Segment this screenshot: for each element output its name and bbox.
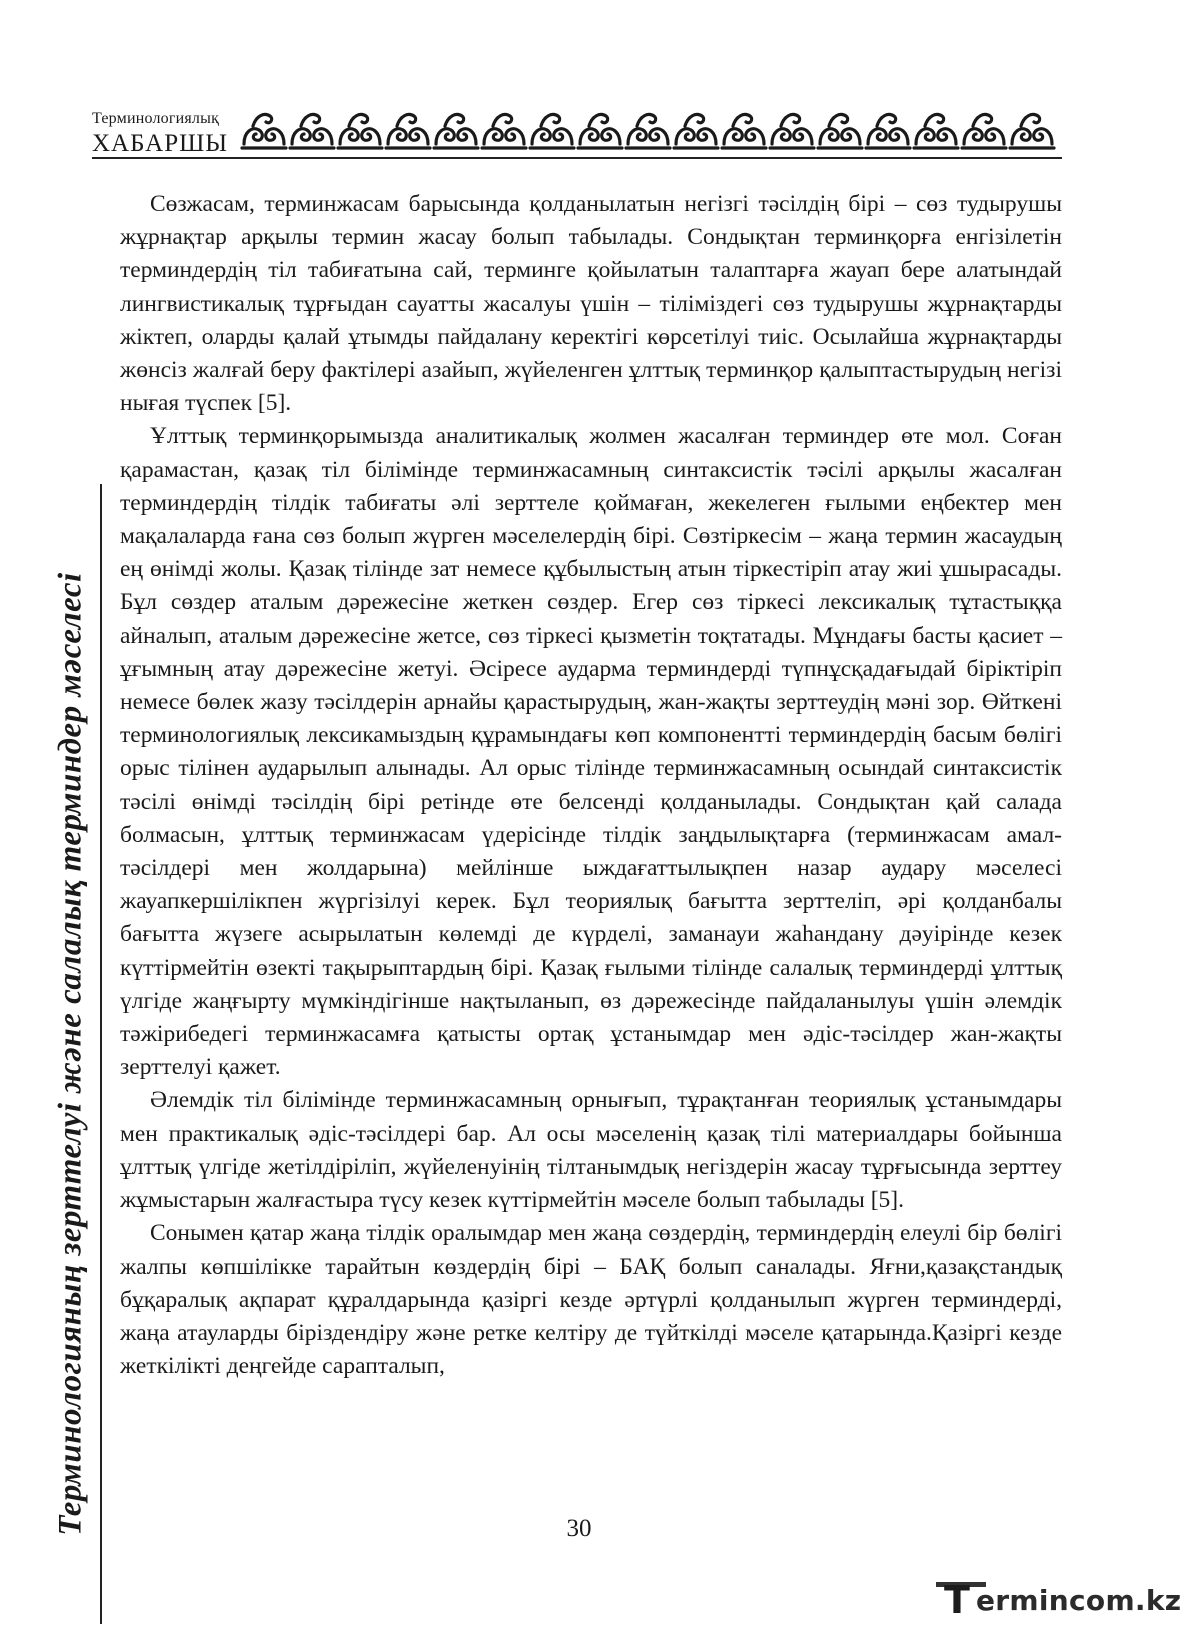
ornament-border-icon (240, 106, 1062, 154)
article-body (120, 188, 1062, 1383)
paragraph: Сөзжасам, терминжасам барысында қолданылатын негізгі тәсілдің бірі – сөз тудырушы жұрнақтар арқылы термин жасау болып табылады. Сондықтан терминқорға енгізілетін терминдердің тіл табиғатына сай, терминге қойылатын талаптарға жауап бере алатындай лингвистикалық тұрғыдан сауатты жасалуы үшін – тіліміздегі сөз тудырушы жұрнақтарды жіктеп, оларды қалай ұтымды пайдалану керектігі көрсетілуі тиіс. Осылайша жұрнақтарды жөнсіз жалғай беру фактілері азайып, жүйеленген ұлттық терминқор қалыптастырудың негізі нығая түспек [5]. (120, 191, 1062, 417)
paragraph: Сонымен қатар жаңа тілдік оралымдар мен жаңа сөздердің, терминдердің елеулі бір бөлігі жалпы көпшілікке тарайтын көздердің бірі – БАҚ болып саналады. Яғни,қазақстандық бұқаралық ақпарат құралдарында қазіргі кезде әртүрлі қолданылып жүрген терминдерді, жаңа атауларды біріздендіру және ретке келтіру де түйткілді мәселе қатарында.Қазіргі кезде жеткілікті деңгейде сарапталып, (120, 1220, 1062, 1380)
paragraph: Әлемдік тіл білімінде терминжасамның орнығып, тұрақтанған теориялық ұстанымдары мен практикалық әдіс-тәсілдері бар. Ал осы мәселенің қазақ тілі материалдары бойынша ұлттық үлгіде жетілдіріліп, жүйеленуінің тілтанымдық негіздерін жасау тұрғысында зерттеу жұмыстарын жалғастыра түсу кезек күттірмейтін мәселе болып табылады [5]. (120, 1087, 1062, 1214)
spine-section-title (36, 484, 106, 1624)
header-divider (92, 157, 1062, 159)
watermark-text-part: erminc (976, 1584, 1086, 1617)
journal-name-large: ХАБАРШЫ (92, 130, 229, 157)
page-number: 30 (566, 1515, 592, 1542)
site-watermark (936, 1578, 1181, 1624)
watermark-globe-icon: o (1085, 1584, 1106, 1617)
watermark-logo-letter: T (944, 1578, 970, 1622)
journal-name-small: Терминологиялық (92, 110, 220, 127)
spine-divider (100, 484, 102, 1624)
paragraph: Ұлттық терминқорымызда аналитикалық жолмен жасалған терминдер өте мол. Соған қарамастан, қазақ тіл білімінде терминжасамның синтаксистік тәсілі арқылы жасалған терминдердің тілдік табиғаты әлі зерттеле қоймаған, жекелеген ғылыми еңбектер мен мақалаларда ғана сөз болып жүрген мәселелердің бірі. Сөзтіркесім – жаңа термин жасаудың ең өнімді жолы. Қазақ тілінде зат немесе құбылыстың атын тіркестіріп атау жиі ұшырасады. Бұл сөздер аталым дәрежесіне жеткен сөздер. Егер сөз тіркесі лексикалық тұтастыққа айналып, аталым дәрежесіне жетсе, сөз тіркесі қызметін тоқтатады. Мұндағы басты қасиет – ұғымның атау дәрежесіне жетуі. Әсіресе аударма терминдерді түпнұсқадағыдай біріктіріп немесе бөлек жазу тәсілдерін арнайы қарастырудың, жан-жақты зерттеудің мәні зор. Өйткені терминологиялық лексикамыздың құрамындағы көп компонентті терминдердің басым бөлігі орыс тілінен аударылып алынады. Ал орыс тілінде терминжасамның осындай синтаксистік тәсілі өнімді тәсілдің бірі ретінде өте белсенді қолданылады. Сондықтан қай салада болмасын, ұлттық терминжасам үдерісінде тілдік заңдылықтарға (терминжасам амал-тәсілдері мен жолдарына) мейлінше ыждағаттылықпен назар аудару мәселесі жауапкершілікпен жүргізілуі керек. Бұл теориялық бағытта зерттеліп, әрі қолданбалы бағытта жүзеге асырылатын көлемді де күрделі, заманауи жаһандану дәуірінде кезек күттірмейтін өзекті тақырыптардың бірі. Қазақ ғылыми тілінде салалық терминдерді ұлттық үлгіде жаңғырту мүмкіндігінше нақтыланып, өз дәрежесінде пайдаланылуы үшін әлемдік тәжірибедегі терминжасамға қатысты ортақ ұстанымдар мен әдіс-тәсілдер жан-жақты зерттелуі қажет. (120, 423, 1062, 1081)
spine-title-text: Терминологияның зерттелуі және салалық терминдер мәселесі (52, 572, 89, 1536)
watermark-text-tail: m.kz (1105, 1584, 1181, 1617)
watermark-text (976, 1584, 1181, 1617)
